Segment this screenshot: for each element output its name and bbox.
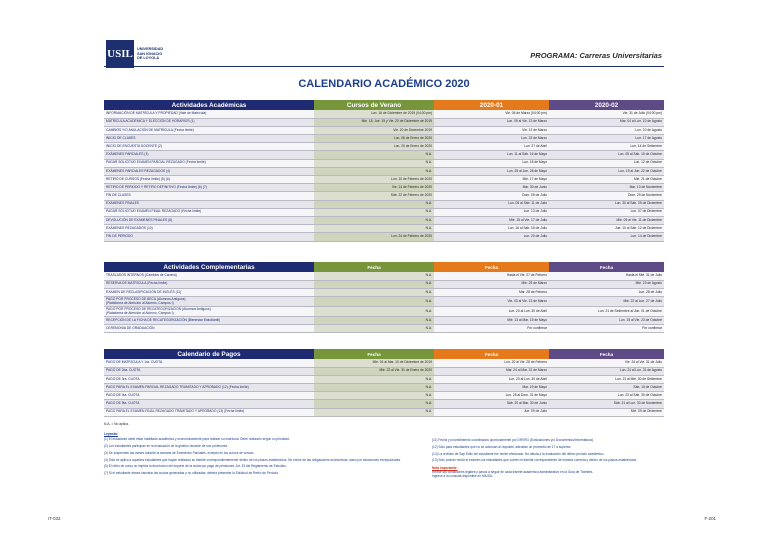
academic-row: [104, 143, 664, 151]
payments-table: [104, 349, 664, 417]
term2-date-cell: Lun. 21 al Mié. 30 de Setiembre: [549, 375, 664, 383]
logo-mark: USIL: [106, 40, 134, 68]
term2-date-cell: Lun. 07 de Diciembre: [549, 208, 664, 216]
academic-row: [104, 225, 664, 233]
term1-date-cell: Lun. 25 al Dom. 31 de Mayo: [434, 392, 549, 400]
term1-date-cell: Lun. 09 al Vie. 13 de Marzo: [434, 118, 549, 126]
summer-date-cell: N.A.: [314, 375, 434, 383]
payments-row: [104, 359, 664, 367]
term1-date-cell: Lun. 20 al Vie. 28 de Febrero: [434, 359, 549, 367]
activity-cell: RETIRO DE PERIODO Y RETIRO DEFINITIVO (Fecha límite) (6) (7): [104, 184, 314, 192]
term1-date-cell: Mié. 25 de Marzo: [434, 280, 549, 288]
university-logo: [106, 40, 163, 68]
activity-cell: FIN DE CLASES: [104, 192, 314, 200]
activity-cell: EXAMEN DE RECLASIFICACIÓN DE INGLÉS (11): [104, 288, 314, 296]
academic-row: [104, 184, 664, 192]
term1-date-cell: Lun. 16 al Sáb. 18 de Julio: [434, 225, 549, 233]
summer-date-cell: N.A.: [314, 280, 434, 288]
legend-item: (5) El retiro de curso no implica la devolución del importe de la cuota por pago de pensiones. Art. 33 del Reglamento de Estudios.: [104, 464, 287, 469]
summer-date-cell: Vie. 14 de Febrero de 2020: [314, 184, 434, 192]
term2-date-cell: Mié. 22 al Lun. 27 de Julio: [549, 297, 664, 307]
term1-date-cell: Dom. 05 de Julio: [434, 192, 549, 200]
term2-date-cell: Mar. 10 de Noviembre: [549, 184, 664, 192]
summer-date-cell: N.A.: [314, 325, 434, 333]
payments-header-date-summer: Fecha: [314, 349, 434, 359]
summer-date-cell: Vie. 20 de Diciembre 2019: [314, 126, 434, 134]
academic-row: [104, 151, 664, 159]
payments-row: [104, 384, 664, 392]
summer-date-cell: N.A.: [314, 272, 434, 280]
complementary-header-activity: Actividades Complementarias: [104, 262, 314, 272]
academic-row: [104, 159, 664, 167]
term2-date-cell: Lun. 28 de Julio: [549, 288, 664, 296]
term1-date-cell: Vie. 06 de Marzo (04:00 pm): [434, 110, 549, 118]
complementary-rows: [104, 272, 664, 333]
term2-date-cell: Mié. 21 de Octubre: [549, 176, 664, 184]
program-label: PROGRAMA: Carreras Universitarias: [530, 51, 662, 60]
term1-date-cell: Vie. 03 al Vie. 13 de Marzo: [434, 297, 549, 307]
payments-row: [104, 408, 664, 416]
summer-date-cell: N.A.: [314, 408, 434, 416]
activity-cell: DEVOLUCIÓN DE EXÁMENES FINALES (8): [104, 216, 314, 224]
term2-date-cell: Por confirmar: [549, 325, 664, 333]
activity-cell: RESERVA DE MATRÍCULA (Fecha límite): [104, 280, 314, 288]
activity-cell: EXÁMENES PARCIALES REZAGADOS (4): [104, 167, 314, 175]
activity-cell: FIN DE PERIODO: [104, 233, 314, 241]
summer-date-cell: Mié. 18, Jue. 19 y Vie. 20 de Diciembre de 2019: [314, 118, 434, 126]
term2-date-cell: Lun. 23 al Sáb. 30 de Octubre: [549, 392, 664, 400]
term1-date-cell: Lun. 23 de Marzo: [434, 135, 549, 143]
activity-cell: PAGO DE MATRÍCULA Y 1ra. CUOTA: [104, 359, 314, 367]
activity-cell: PAGAR SOLICITUD EXAMEN PARCIAL REZAGADO (Fecha límite): [104, 159, 314, 167]
term1-date-cell: Por confirmar: [434, 325, 549, 333]
activity-cell: PAGO DE 3ra. CUOTA: [104, 375, 314, 383]
summer-date-cell: N.A.: [314, 317, 434, 325]
academic-row: [104, 200, 664, 208]
summer-date-cell: N.A.: [314, 288, 434, 296]
academic-row: [104, 216, 664, 224]
summer-date-cell: N.A.: [314, 151, 434, 159]
activity-cell: PAGO DE 4ta. CUOTA: [104, 392, 314, 400]
legend-item: (4) Sólo se aplica a aquellos estudiantes que hayan realizado su trámite correspondientemente dentro de los plazos establecidos. No exime de las obligaciones económicas, salvo por situaciones excepcionales.: [104, 457, 401, 462]
academic-activities-table: [104, 100, 664, 242]
term2-date-cell: Dom. 29 de Noviembre: [549, 192, 664, 200]
term2-date-cell: Lun. 17 de Agosto: [549, 135, 664, 143]
complementary-header-date-2020-01: Fecha: [434, 262, 549, 272]
logo-wordmark: UNIVERSIDAD SAN IGNACIO DE LOYOLA: [137, 46, 164, 61]
activity-cell: MATRÍCULA ACADÉMICA Y ELECCIÓN DE HORARIOS (1): [104, 118, 314, 126]
term1-date-cell: Vie. 13 de Marzo: [434, 126, 549, 134]
academic-row: [104, 208, 664, 216]
page-title: CALENDARIO ACADÉMICO 2020: [298, 78, 470, 90]
term1-date-cell: Jue. 09 de Julio: [434, 408, 549, 416]
activity-cell: PAGAR SOLICITUD EXAMEN FINAL REZAGADO (Fecha límite): [104, 208, 314, 216]
activity-cell: PAGO POR PROCESO DE RECATEGORIZACIÓN (Alumnos Antiguos) (Plataforma de Atención al Alumno, Campus I): [104, 307, 314, 317]
complementary-row: [104, 288, 664, 296]
academic-row: [104, 167, 664, 175]
term2-date-cell: Mar. 04 al Lun. 10 de Agosto: [549, 118, 664, 126]
complementary-header-date-2020-02: Fecha: [549, 262, 664, 272]
activity-cell: CEREMONIA DE GRADUACIÓN: [104, 325, 314, 333]
term1-date-cell: Sáb. 20 al Mar. 30 de Junio: [434, 400, 549, 408]
term2-date-cell: Lun. 05 al Sáb. 10 de Octubre: [549, 151, 664, 159]
term1-date-cell: Mié. 15 al Vie. 17 de Julio: [434, 216, 549, 224]
complementary-row: [104, 325, 664, 333]
payments-row: [104, 400, 664, 408]
term2-date-cell: Lun. 14 de Setiembre: [549, 143, 664, 151]
notes-title: Nota importante:: [432, 465, 458, 470]
payments-header-date-2020-02: Fecha: [549, 349, 664, 359]
term2-date-cell: Lun. 24 al Lun. 31 de Agosto: [549, 367, 664, 375]
legend-item: (2) Los estudiantes participan en la evaluación de la gestión docente de sus profesores.: [104, 444, 229, 448]
academic-header-summer: Cursos de Verano: [314, 100, 434, 110]
summer-date-cell: Lun. 10 de Febrero de 2020: [314, 176, 434, 184]
term1-date-cell: Lun. 27 de Abril: [434, 143, 549, 151]
activity-cell: CAMBIOS Y/O ANULACIÓN DE MATRÍCULA (Fecha límite): [104, 126, 314, 134]
activity-cell: PAGO POR PROCESO DE BECA (Alumnos Antiguos) (Plataforma de Atención al Alumno, Campus I): [104, 297, 314, 307]
payments-row: [104, 375, 664, 383]
term2-date-cell: Lun. 21 de Setiembre al Jue. 01 de Octubre: [549, 307, 664, 317]
term1-date-cell: Lun. 13 de Julio: [434, 208, 549, 216]
activity-cell: INICIO DE ENCUESTA DOCENTE (2): [104, 143, 314, 151]
activity-cell: PAGO PARA EL EXAMEN FINAL REZAGADO TRAMITADO Y APROBADO (13) (Fecha límite): [104, 408, 314, 416]
term2-date-cell: Sáb. 21 al Lun. 30 de Noviembre: [549, 400, 664, 408]
academic-row: [104, 176, 664, 184]
legend-item: (13) Sólo podrán rendir el examen los estudiantes que cubren el trámite correspondiente de manera correcta y dentro de los plazos establecidos.: [432, 458, 638, 463]
activity-cell: PAGO DE 5ta. CUOTA: [104, 400, 314, 408]
academic-row: [104, 118, 664, 126]
activity-cell: RETIRO DE CURSOS (Fecha límite) (5) (6): [104, 176, 314, 184]
legend-item: (3) Se suspenden las clases durante la semana de Exámenes Parciales, excepto en los cursos de verano.: [104, 450, 255, 455]
term2-date-cell: Lun. 10 de Agosto: [549, 126, 664, 134]
term1-date-cell: Mié. 13 al Mar. 19 de Mayo: [434, 317, 549, 325]
term2-date-cell: Vie. 24 al Vie. 31 de Julio: [549, 359, 664, 367]
term1-date-cell: Lun. 18 de Mayo: [434, 159, 549, 167]
legend-item: (12) Sólo para estudiantes que no se adecúan al requisito, adeudan un promedio de 17 a superior.: [432, 444, 572, 449]
activity-cell: PAGO PARA EL EXAMEN PARCIAL REZAGADO TRAMITADO Y APROBADO (12) (Fecha límite): [104, 384, 314, 392]
term2-date-cell: Mié. 09 al Vie. 11 de Diciembre: [549, 216, 664, 224]
summer-date-cell: N.A.: [314, 297, 434, 307]
term1-date-cell: Hasta el Vie. 07 de Febrero: [434, 272, 549, 280]
term1-date-cell: Mié. 17 de Mayo: [434, 176, 549, 184]
summer-date-cell: N.A.: [314, 200, 434, 208]
summer-date-cell: Lun. 24 de Febrero de 2020: [314, 233, 434, 241]
term1-date-cell: Lun. 25 al Jue. 28 de Mayo: [434, 167, 549, 175]
legend-title: Leyenda:: [104, 432, 118, 436]
term1-date-cell: Lun. 20 al Lun. 30 de Abril: [434, 375, 549, 383]
term1-date-cell: Mar. 30 de Junio: [434, 184, 549, 192]
academic-header-2020-02: 2020-02: [549, 100, 664, 110]
complementary-row: [104, 280, 664, 288]
note-item: Ingrese a la consulta disponible en MIUSIL.: [432, 474, 494, 478]
summer-date-cell: Lun. 16 de Diciembre de 2019 (04:00 pm): [314, 110, 434, 118]
term2-date-cell: Lun. 12 de Octubre: [549, 159, 664, 167]
activity-cell: INICIO DE CLASES: [104, 135, 314, 143]
activity-cell: EXÁMENES PARCIALES (3): [104, 151, 314, 159]
term1-date-cell: Mar. 19 de Mayo: [434, 384, 549, 392]
activity-cell: TRASLADOS INTERNOS (Cambios de Carrera): [104, 272, 314, 280]
academic-row: [104, 192, 664, 200]
summer-date-cell: N.A.: [314, 208, 434, 216]
term1-date-cell: Lun. 06 al Sáb. 11 de Julio: [434, 200, 549, 208]
term1-date-cell: Mar. 28 de Febrero: [434, 288, 549, 296]
term1-date-cell: Mar. 24 al Mar. 31 de Marzo: [434, 367, 549, 375]
summer-date-cell: N.A.: [314, 167, 434, 175]
summer-date-cell: N.A.: [314, 225, 434, 233]
academic-rows: [104, 110, 664, 241]
payments-row: [104, 367, 664, 375]
term2-date-cell: Mié. 19 de Agosto: [549, 280, 664, 288]
activity-cell: EXÁMENES FINALES: [104, 200, 314, 208]
na-note: N.A. = No aplica.: [104, 422, 129, 426]
complementary-row: [104, 272, 664, 280]
summer-date-cell: Sáb. 22 de Febrero de 2020: [314, 192, 434, 200]
complementary-row: [104, 307, 664, 317]
legend-item: (11) Fecha y procedimiento coordinados oportunamente por DRVRG (Evaluaciones y/o Documentos/Informáticos).: [432, 438, 594, 442]
summer-date-cell: Mié. 04 al Mar. 10 de Diciembre de 2019: [314, 359, 434, 367]
complementary-row: [104, 297, 664, 307]
legend-item: (13) La revisión de Sap Ediic del estudiante fue recién efectuado. No afecta a la evaluación del último período académico.: [432, 451, 605, 456]
complementary-header-date-summer: Fecha: [314, 262, 434, 272]
summer-date-cell: N.A.: [314, 159, 434, 167]
footer-code-left: IT-033: [48, 516, 61, 521]
term1-date-cell: Lun. 20 al Lun. 30 de Abril: [434, 307, 549, 317]
legend-item: (7) Si el estudiante desea cancelar las cuotas generadas y no utilizadas, deberá presentar la Solicitud de Retiro de Período.: [104, 471, 279, 476]
term2-date-cell: Lun. 14 de Diciembre: [549, 233, 664, 241]
legend-left: [104, 432, 404, 478]
summer-date-cell: N.A.: [314, 307, 434, 317]
summer-date-cell: Mié. 22 al Vie. 31 de Enero de 2020: [314, 367, 434, 375]
summer-date-cell: Lun. 06 de Enero de 2020: [314, 135, 434, 143]
term2-date-cell: Mié. 09 de Diciembre: [549, 408, 664, 416]
term2-date-cell: Jue. 10 al Sáb. 12 de Diciembre: [549, 225, 664, 233]
note-item: Revise las condiciones legales y pasos a seguir de cada trámite académico administrativo en la Guía de Trámites.: [432, 469, 594, 474]
summer-date-cell: N.A.: [314, 400, 434, 408]
academic-header-activity: Actividades Académicas: [104, 100, 314, 110]
summer-date-cell: N.A.: [314, 384, 434, 392]
header-divider: [104, 66, 664, 67]
academic-row: [104, 233, 664, 241]
payments-row: [104, 392, 664, 400]
term1-date-cell: Lun. 20 de Julio: [434, 233, 549, 241]
legend-item: (1) El estudiante debe estar habilitado académica y económicamente para realizar su matrícula. Debe realizarlo según su prioridad.: [104, 437, 290, 442]
term2-date-cell: Lun. 19 al Vie. 23 de Octubre: [549, 317, 664, 325]
legend-right: [432, 438, 672, 478]
summer-date-cell: N.A.: [314, 216, 434, 224]
payments-header-concept: Calendario de Pagos: [104, 349, 314, 359]
term2-date-cell: Lun. 30 al Sáb. 05 de Diciembre: [549, 200, 664, 208]
payments-header-date-2020-01: Fecha: [434, 349, 549, 359]
term1-date-cell: Lun. 11 al Sáb. 16 de Mayo: [434, 151, 549, 159]
payments-rows: [104, 359, 664, 416]
academic-header-2020-01: 2020-01: [434, 100, 549, 110]
complementary-activities-table: [104, 262, 664, 333]
footer-code-right: F-201: [704, 516, 716, 521]
term2-date-cell: Lun. 19 al Jue. 22 de Octubre: [549, 167, 664, 175]
term2-date-cell: Hasta el Mié. 31 de Julio: [549, 272, 664, 280]
activity-cell: EXÁMENES REZAGADOS (10): [104, 225, 314, 233]
activity-cell: PAGO DE 2da. CUOTA: [104, 367, 314, 375]
term2-date-cell: Vie. 31 de Julio (04:00 pm): [549, 110, 664, 118]
summer-date-cell: N.A.: [314, 392, 434, 400]
activity-cell: INFORMACIÓN DE MATRÍCULA Y PROPIEDAD (Vale de Matrícula): [104, 110, 314, 118]
academic-row: [104, 126, 664, 134]
academic-row: [104, 135, 664, 143]
summer-date-cell: Lun. 20 de Enero de 2020: [314, 143, 434, 151]
term2-date-cell: Sáb. 10 de Octubre: [549, 384, 664, 392]
activity-cell: RECEPCIÓN DE LA FICHA DE RECATEGORIZACIÓN (Bienestar Estudiantil): [104, 317, 314, 325]
complementary-row: [104, 317, 664, 325]
academic-row: [104, 110, 664, 118]
